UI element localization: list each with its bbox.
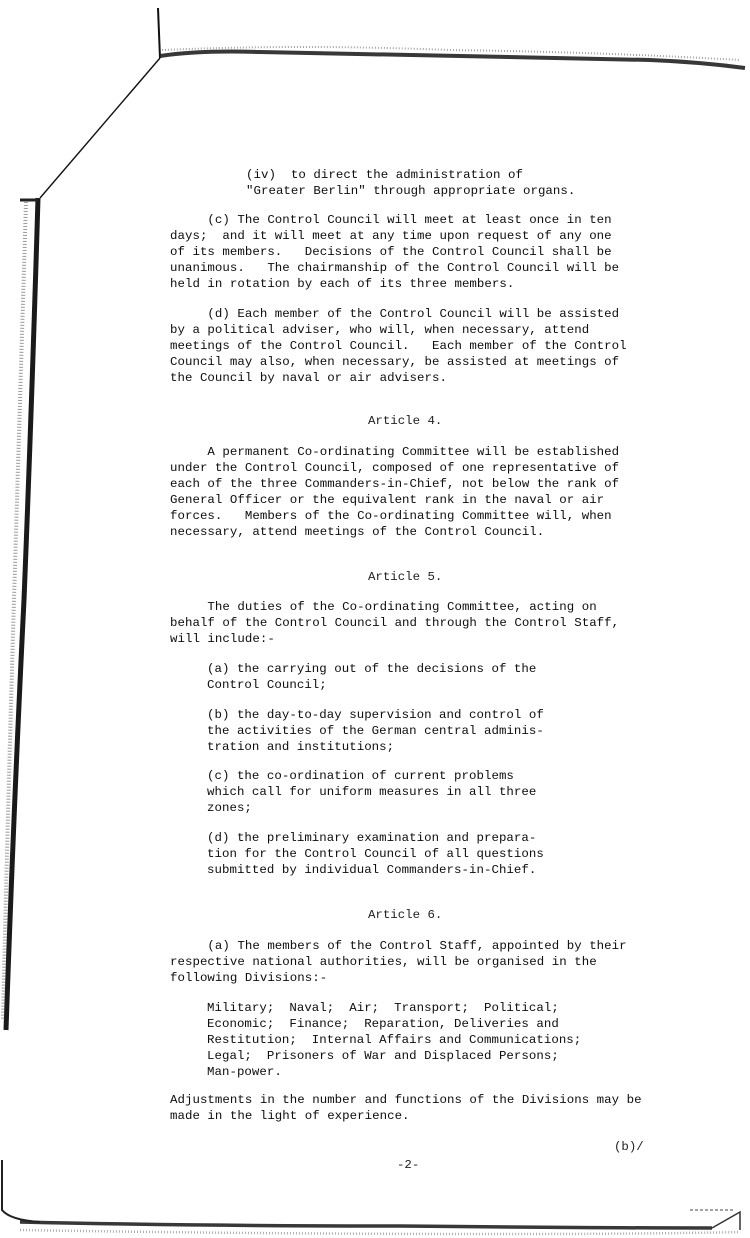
text-line: following Divisions:- bbox=[170, 971, 328, 985]
text-line: of its members. Decisions of the Control Council shall be bbox=[170, 245, 612, 259]
text-line: made in the light of experience. bbox=[170, 1109, 410, 1123]
text-line: (a) the carrying out of the decisions of the bbox=[207, 662, 537, 676]
text-line: meetings of the Control Council. Each member of the Control bbox=[170, 339, 627, 353]
text-line: (b) the day-to-day supervision and control of bbox=[207, 708, 544, 722]
text-line: behalf of the Control Council and through the Control Staff, bbox=[170, 616, 620, 630]
text-line: necessary, attend meetings of the Control Council. bbox=[170, 525, 545, 539]
text-line: (c) the co-ordination of current problems bbox=[207, 769, 514, 783]
text-line: forces. Members of the Co-ordinating Committee will, when bbox=[170, 509, 612, 523]
text-line: (d) Each member of the Control Council will be assisted bbox=[170, 307, 620, 321]
text-line: tration and institutions; bbox=[207, 740, 395, 754]
text-line: Economic; Finance; Reparation, Deliveries and bbox=[207, 1017, 559, 1031]
text-line: under the Control Council, composed of one representative of bbox=[170, 461, 620, 475]
text-line: Restitution; Internal Affairs and Communications; bbox=[207, 1033, 582, 1047]
article-5-heading: Article 5. bbox=[368, 570, 443, 584]
text-line: Adjustments in the number and functions of the Divisions may be bbox=[170, 1093, 642, 1107]
text-line: days; and it will meet at any time upon request of any one bbox=[170, 229, 612, 243]
text-line: (d) the preliminary examination and prepara- bbox=[207, 831, 537, 845]
text-line: (a) The members of the Control Staff, appointed by their bbox=[170, 939, 627, 953]
article-4-heading: Article 4. bbox=[368, 414, 443, 428]
text-line: "Greater Berlin" through appropriate organs. bbox=[246, 184, 576, 198]
text-line: which call for uniform measures in all three bbox=[207, 785, 537, 799]
continuation-marker: (b)/ bbox=[614, 1140, 644, 1154]
text-line: held in rotation by each of its three members. bbox=[170, 277, 515, 291]
text-line: A permanent Co-ordinating Committee will be established bbox=[170, 445, 620, 459]
text-line: (iv) to direct the administration of bbox=[246, 168, 523, 182]
text-line: The duties of the Co-ordinating Committee, acting on bbox=[170, 600, 597, 614]
text-line: zones; bbox=[207, 801, 252, 815]
text-line: (c) The Control Council will meet at least once in ten bbox=[170, 213, 612, 227]
text-line: respective national authorities, will be organised in the bbox=[170, 955, 597, 969]
text-line: unanimous. The chairmanship of the Control Council will be bbox=[170, 261, 620, 275]
text-line: tion for the Control Council of all questions bbox=[207, 847, 544, 861]
text-line: Control Council; bbox=[207, 678, 327, 692]
text-line: General Officer or the equivalent rank in the naval or air bbox=[170, 493, 605, 507]
text-line: the activities of the German central adminis- bbox=[207, 724, 544, 738]
text-line: Man-power. bbox=[207, 1065, 282, 1079]
text-line: Legal; Prisoners of War and Displaced Persons; bbox=[207, 1049, 559, 1063]
text-line: submitted by individual Commanders-in-Chief. bbox=[207, 863, 537, 877]
text-line: by a political adviser, who will, when necessary, attend bbox=[170, 323, 590, 337]
text-line: Council may also, when necessary, be assisted at meetings of bbox=[170, 355, 620, 369]
text-line: each of the three Commanders-in-Chief, not below the rank of bbox=[170, 477, 620, 491]
text-line: Military; Naval; Air; Transport; Political; bbox=[207, 1001, 559, 1015]
text-line: the Council by naval or air advisers. bbox=[170, 371, 447, 385]
page-number: -2- bbox=[397, 1158, 420, 1172]
article-6-heading: Article 6. bbox=[368, 908, 443, 922]
text-line: will include:- bbox=[170, 632, 275, 646]
